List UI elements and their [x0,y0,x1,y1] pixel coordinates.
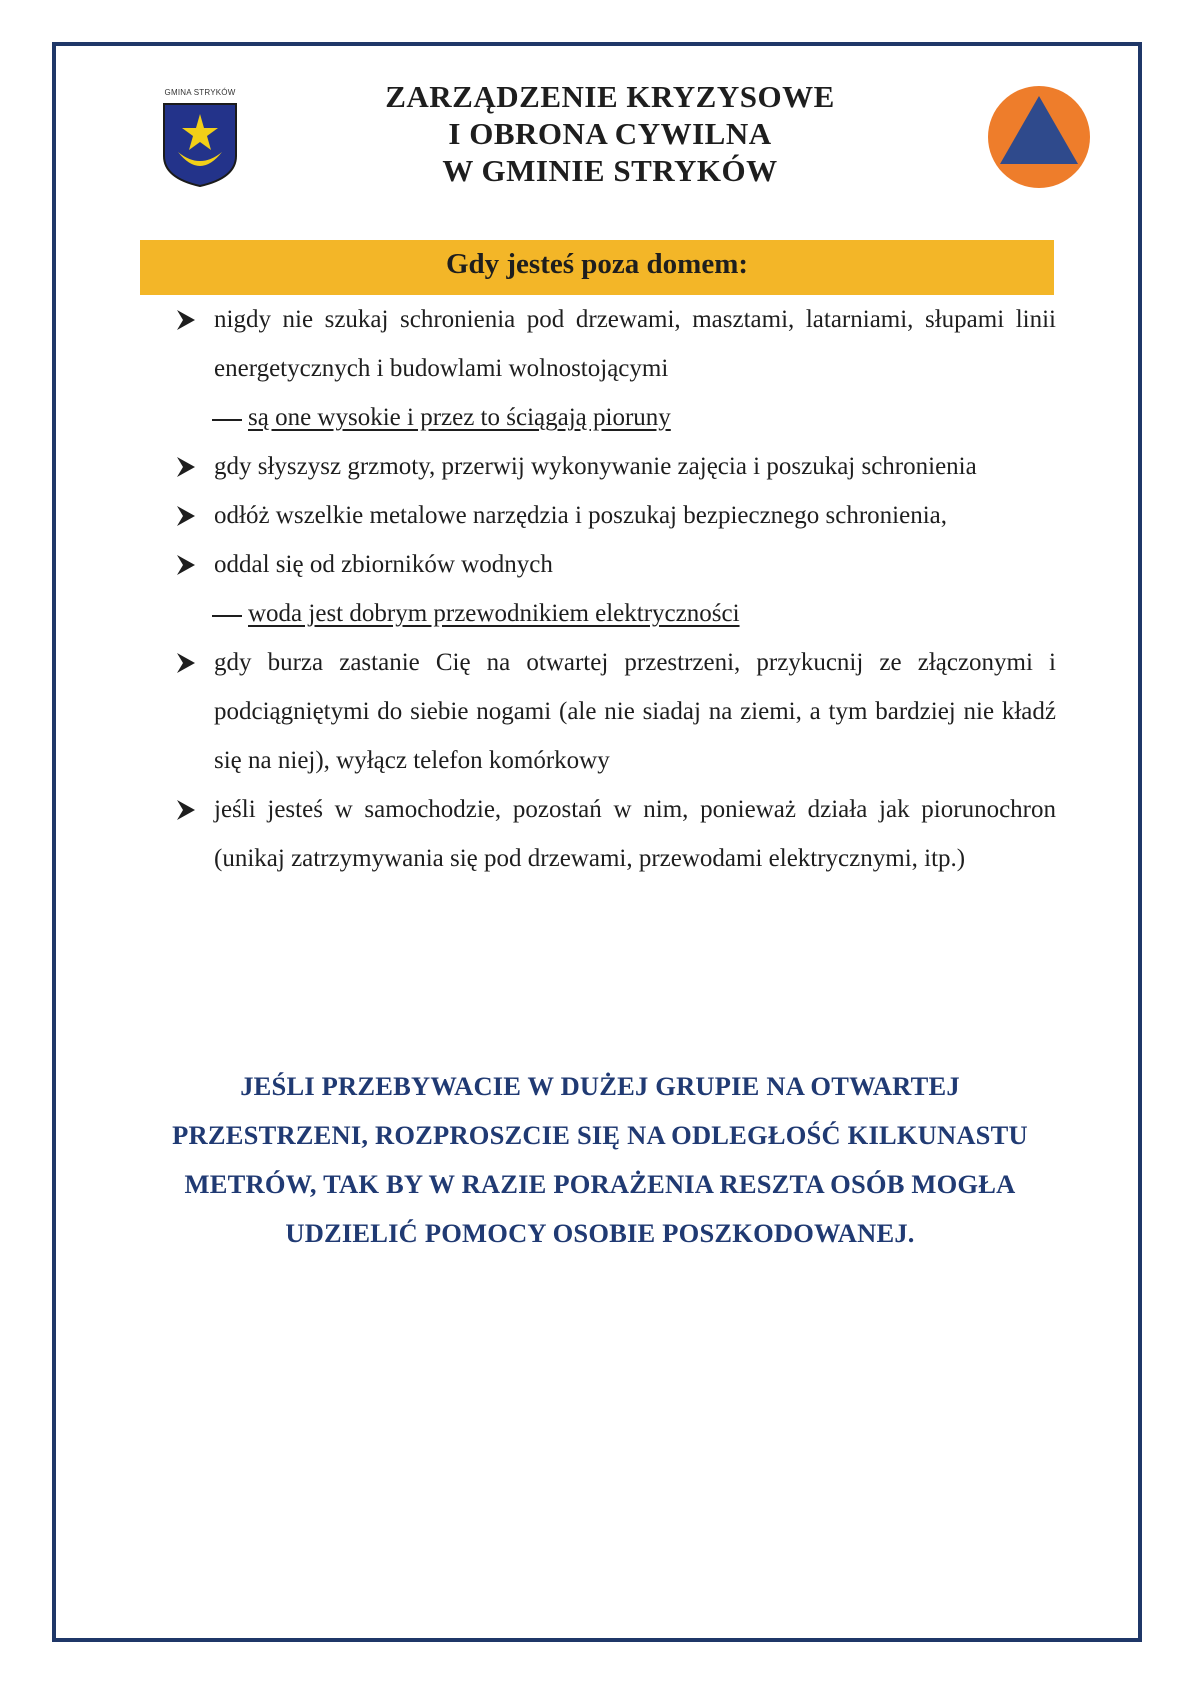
coat-of-arms-icon [160,100,240,188]
safety-tips-list [176,295,1056,883]
warning-line: METRÓW, TAK BY W RAZIE PORAŻENIA RESZTA OSÓB MOGŁA [184,1169,1016,1199]
warning-line: PRZESTRZENI, ROZPROSZCIE SIĘ NA ODLEGŁOŚĆ KILKUNASTU [172,1120,1028,1150]
tip-text: oddal się od zbiorników wodnych [214,551,553,578]
page-title [300,78,920,189]
list-item [176,785,1056,883]
tip-text: nigdy nie szukaj schronienia pod drzewami, masztami, latarniami, słupami linii energetycznych i budowlami wolnostojącymi [214,306,1056,382]
crest-caption: GMINA STRYKÓW [164,88,236,97]
list-item [176,295,1056,393]
warning-line: UDZIELIĆ POMOCY OSOBIE POSZKODOWANEJ. [285,1218,915,1248]
arrow-bullet-icon [176,505,196,527]
arrow-bullet-icon [176,652,196,674]
civil-defence-icon [986,84,1092,190]
group-warning [130,1062,1070,1258]
municipality-crest [150,88,250,198]
section-banner [140,240,1054,295]
tip-note [176,393,1056,442]
tip-note [176,589,1056,638]
list-item [176,638,1056,785]
list-item [176,442,1056,491]
list-item [176,540,1056,589]
list-item [176,491,1056,540]
arrow-bullet-icon [176,309,196,331]
title-line: W GMINIE STRYKÓW [442,153,778,188]
tip-text: jeśli jesteś w samochodzie, pozostań w nim, ponieważ działa jak piorunochron (unikaj zatrzymywania się pod drzewami, przewodami elektrycznymi, itp.) [214,796,1056,872]
arrow-bullet-icon [176,456,196,478]
tip-note-text: są one wysokie i przez to ściągają pioruny [248,404,671,431]
tip-text: odłóż wszelkie metalowe narzędzia i poszukaj bezpiecznego schronienia, [214,502,948,529]
dash-icon [212,419,242,421]
tip-text: gdy słyszysz grzmoty, przerwij wykonywanie zajęcia i poszukaj schronienia [214,453,977,480]
title-line: ZARZĄDZENIE KRYZYSOWE [385,79,835,114]
title-line: I OBRONA CYWILNA [448,116,772,151]
tip-note-text: woda jest dobrym przewodnikiem elektryczności [248,600,740,627]
arrow-bullet-icon [176,554,196,576]
warning-line: JEŚLI PRZEBYWACIE W DUŻEJ GRUPIE NA OTWARTEJ [240,1071,960,1101]
dash-icon [212,615,242,617]
tip-text: gdy burza zastanie Cię na otwartej przestrzeni, przykucnij ze złączonymi i podciągniętymi do siebie nogami (ale nie siadaj na ziemi, a tym bardziej nie kładź się na niej), wyłącz telefon komórkowy [214,649,1056,774]
arrow-bullet-icon [176,799,196,821]
section-title: Gdy jesteś poza domem: [445,248,749,280]
